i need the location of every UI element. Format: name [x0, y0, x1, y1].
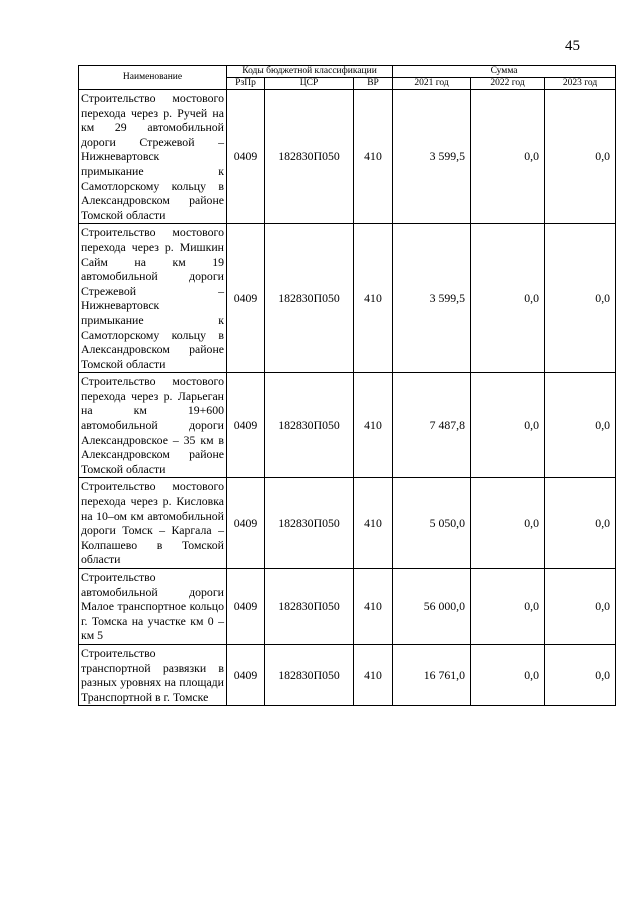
row-csr: 182830П050: [265, 644, 354, 705]
header-sum: Сумма: [393, 66, 616, 78]
table-row: [79, 373, 616, 478]
row-csr: 182830П050: [265, 90, 354, 224]
row-2022: 0,0: [471, 478, 545, 569]
row-vr: 410: [354, 644, 393, 705]
row-csr: 182830П050: [265, 569, 354, 645]
header-name: Наименование: [79, 66, 227, 90]
row-name: Строительство транспортной развязки в разных уровнях на площади Транспортной в г. Томске: [79, 644, 227, 705]
row-vr: 410: [354, 90, 393, 224]
row-vr: 410: [354, 224, 393, 373]
table-row: [79, 478, 616, 569]
row-2021: 7 487,8: [393, 373, 471, 478]
row-vr: 410: [354, 478, 393, 569]
page-number: 45: [565, 38, 580, 54]
row-name: Строительство мостового перехода через р. Ларьеган на км 19+600 автомобильной дороги Александровское – 35 км в Александровском районе Томской области: [79, 373, 227, 478]
row-2021: 16 761,0: [393, 644, 471, 705]
row-rzpr: 0409: [227, 90, 265, 224]
row-2023: 0,0: [545, 373, 616, 478]
row-rzpr: 0409: [227, 644, 265, 705]
table-header: [79, 66, 616, 90]
row-rzpr: 0409: [227, 569, 265, 645]
row-csr: 182830П050: [265, 373, 354, 478]
row-2022: 0,0: [471, 569, 545, 645]
header-rzpr: РзПр: [227, 78, 265, 90]
row-vr: 410: [354, 373, 393, 478]
header-2022: 2022 год: [471, 78, 545, 90]
row-2023: 0,0: [545, 478, 616, 569]
row-vr: 410: [354, 569, 393, 645]
row-2023: 0,0: [545, 224, 616, 373]
header-csr: ЦСР: [265, 78, 354, 90]
row-2022: 0,0: [471, 373, 545, 478]
row-rzpr: 0409: [227, 478, 265, 569]
row-name: Строительство автомобильной дороги Малое транспортное кольцо г. Томска на участке км 0 – км 5: [79, 569, 227, 645]
row-csr: 182830П050: [265, 478, 354, 569]
row-2021: 3 599,5: [393, 224, 471, 373]
row-rzpr: 0409: [227, 224, 265, 373]
header-codes: Коды бюджетной классификации: [227, 66, 393, 78]
row-2023: 0,0: [545, 569, 616, 645]
header-vr: ВР: [354, 78, 393, 90]
table-row: [79, 644, 616, 705]
row-rzpr: 0409: [227, 373, 265, 478]
budget-table: [78, 65, 616, 706]
table-row: [79, 569, 616, 645]
header-2021: 2021 год: [393, 78, 471, 90]
row-2021: 5 050,0: [393, 478, 471, 569]
row-2022: 0,0: [471, 90, 545, 224]
row-2023: 0,0: [545, 644, 616, 705]
row-name: Строительство мостового перехода через р. Мишкин Сайм на км 19 автомобильной дороги Стрежевой – Нижневартовск примыкание к Самотлорскому кольцу в Александровском районе Томской области: [79, 224, 227, 373]
row-csr: 182830П050: [265, 224, 354, 373]
row-2022: 0,0: [471, 224, 545, 373]
row-2023: 0,0: [545, 90, 616, 224]
table-row: [79, 224, 616, 373]
header-2023: 2023 год: [545, 78, 616, 90]
row-name: Строительство мостового перехода через р. Ручей на км 29 автомобильной дороги Стрежевой – Нижневартовск примыкание к Самотлорскому кольцу в Александровском районе Томской области: [79, 90, 227, 224]
row-2021: 56 000,0: [393, 569, 471, 645]
row-2021: 3 599,5: [393, 90, 471, 224]
row-2022: 0,0: [471, 644, 545, 705]
table-row: [79, 90, 616, 224]
row-name: Строительство мостового перехода через р. Кисловка на 10–ом км автомобильной дороги Томск – Каргала – Колпашево в Томской области: [79, 478, 227, 569]
